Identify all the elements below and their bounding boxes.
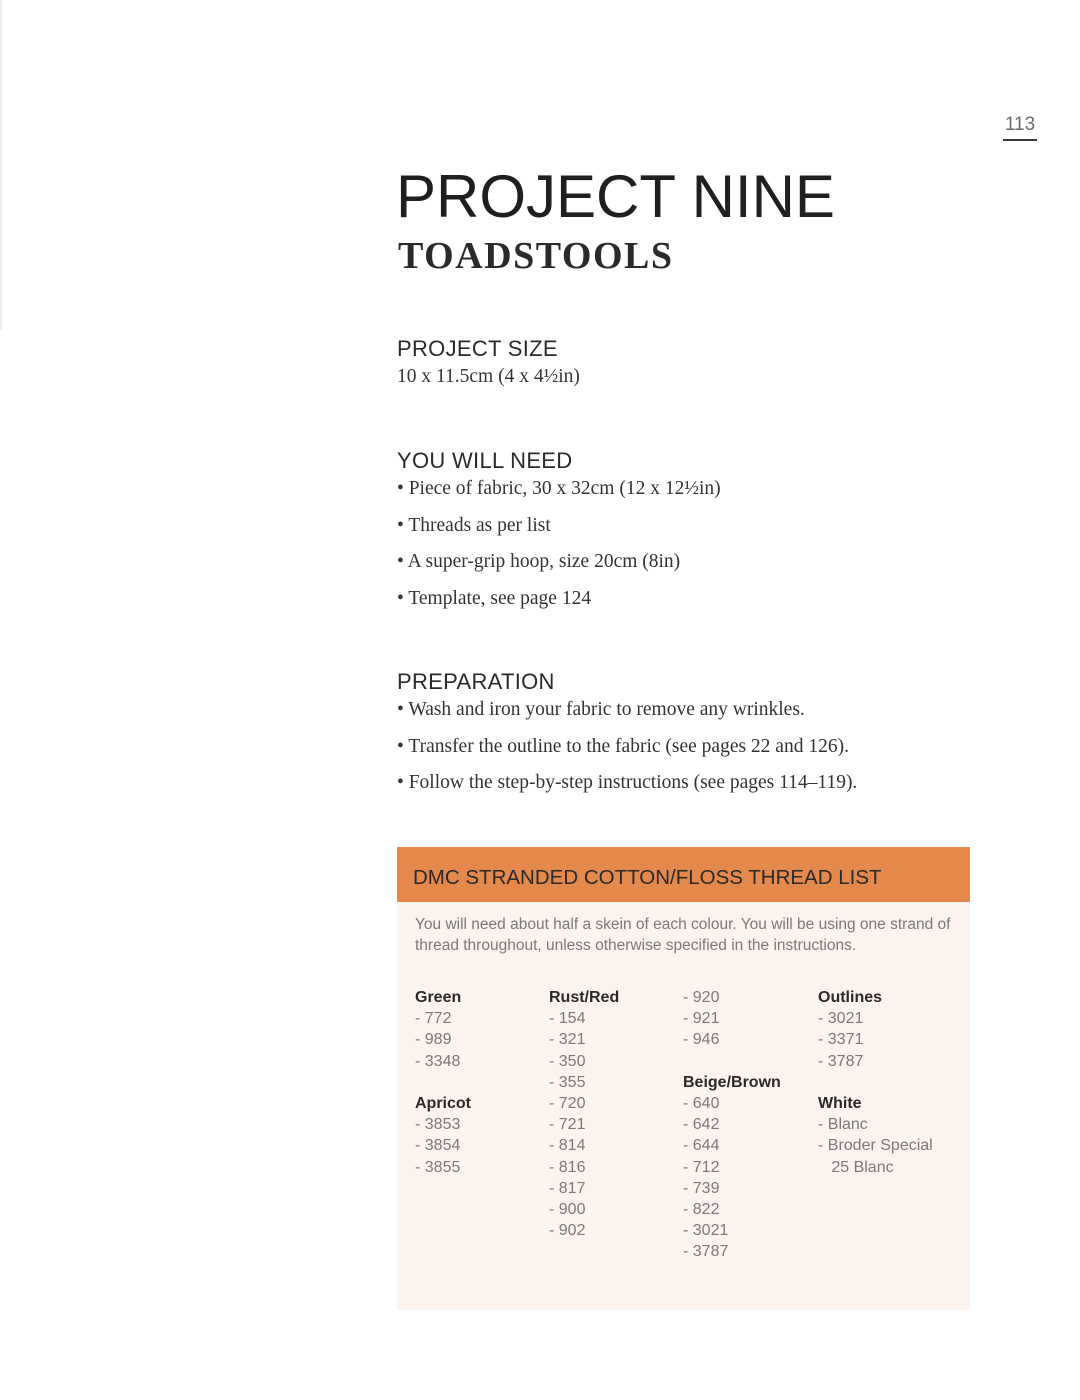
thread-item: - 739 xyxy=(683,1179,720,1197)
thread-item: - 816 xyxy=(549,1158,586,1176)
thread-item: - 822 xyxy=(683,1200,720,1218)
thread-item: - 921 xyxy=(683,1010,720,1028)
thread-group-name: Green xyxy=(415,989,462,1006)
page-number: 113 xyxy=(1003,114,1037,141)
thread-item: - 3021 xyxy=(683,1222,729,1240)
thread-list-header xyxy=(397,847,970,902)
thread-group-name: Rust/Red xyxy=(549,989,620,1006)
thread-item: 25 Blanc xyxy=(818,1158,894,1176)
thread-column-2 xyxy=(549,987,679,1241)
thread-item: - 642 xyxy=(683,1116,720,1134)
thread-column-3 xyxy=(683,987,813,1262)
thread-item: - Blanc xyxy=(818,1116,868,1134)
thread-item: - 3853 xyxy=(415,1116,461,1134)
you-will-need-heading: YOU WILL NEED xyxy=(397,448,573,473)
thread-item: - 3855 xyxy=(415,1158,461,1176)
thread-item: - 900 xyxy=(549,1200,586,1218)
list-item: • Wash and iron your fabric to remove any wrinkles. xyxy=(397,699,805,720)
thread-item: - 350 xyxy=(549,1052,586,1070)
thread-item: - 817 xyxy=(549,1179,586,1197)
thread-item: - 989 xyxy=(415,1031,452,1049)
thread-item: - 3854 xyxy=(415,1137,461,1155)
thread-item: - 644 xyxy=(683,1137,720,1155)
thread-group-name: White xyxy=(818,1094,862,1112)
list-item: • Follow the step-by-step instructions (see pages 114–119). xyxy=(397,772,858,793)
thread-item: - 321 xyxy=(549,1031,586,1049)
thread-item: - Broder Special xyxy=(818,1137,933,1155)
thread-item: - 3021 xyxy=(818,1010,864,1028)
project-size-text: 10 x 11.5cm (4 x 4½in) xyxy=(397,366,580,387)
thread-group-name: Outlines xyxy=(818,989,883,1006)
thread-item: - 720 xyxy=(549,1094,586,1112)
project-subtitle: TOADSTOOLS xyxy=(398,235,674,277)
thread-item: - 3348 xyxy=(415,1052,461,1070)
thread-group-name: Beige/Brown xyxy=(683,1073,781,1091)
project-size-heading: PROJECT SIZE xyxy=(397,336,558,361)
thread-list-heading: DMC STRANDED COTTON/FLOSS THREAD LIST xyxy=(413,866,882,889)
thread-group-name: Apricot xyxy=(415,1094,471,1112)
thread-item: - 946 xyxy=(683,1031,720,1049)
thread-list-intro: You will need about half a skein of each colour. You will be using one strand of thread throughout, unless otherwise specified in the instructions. xyxy=(415,916,951,954)
list-item: • Threads as per list xyxy=(397,514,551,536)
thread-item: - 920 xyxy=(683,989,720,1006)
thread-item: - 721 xyxy=(549,1116,586,1134)
list-item: • Piece of fabric, 30 x 32cm (12 x 12½in) xyxy=(397,478,721,499)
thread-item: - 355 xyxy=(549,1073,586,1091)
list-item: • Template, see page 124 xyxy=(397,587,592,609)
thread-item: - 814 xyxy=(549,1137,586,1155)
list-item: • Transfer the outline to the fabric (see pages 22 and 126). xyxy=(397,735,849,757)
thread-item: - 154 xyxy=(549,1010,586,1028)
preparation-heading: PREPARATION xyxy=(397,669,555,694)
thread-list-panel xyxy=(397,902,970,1310)
thread-item: - 3787 xyxy=(818,1052,864,1070)
preparation-list xyxy=(397,692,857,802)
page-edge-line xyxy=(0,0,2,330)
thread-column-1 xyxy=(415,987,545,1178)
thread-item: - 712 xyxy=(683,1158,720,1176)
project-title: PROJECT NINE xyxy=(396,163,835,230)
thread-item: - 3787 xyxy=(683,1243,729,1261)
thread-column-4 xyxy=(818,987,948,1178)
thread-item: - 640 xyxy=(683,1094,720,1112)
thread-item: - 3371 xyxy=(818,1031,864,1049)
you-will-need-list xyxy=(397,471,721,617)
list-item: • A super-grip hoop, size 20cm (8in) xyxy=(397,551,681,572)
thread-item: - 902 xyxy=(549,1222,586,1240)
thread-item: - 772 xyxy=(415,1010,452,1028)
